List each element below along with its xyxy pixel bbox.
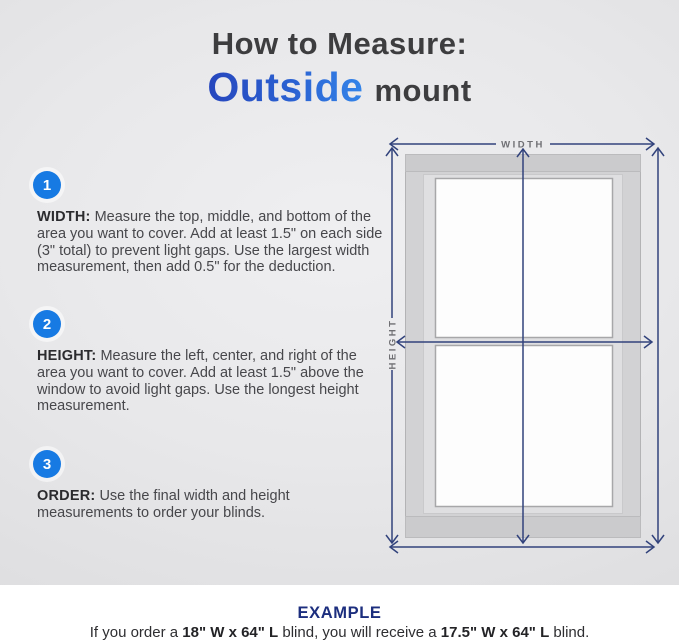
- height-arrow-right: [652, 148, 664, 543]
- window-top-pane: [436, 179, 613, 338]
- step-width: [33, 171, 387, 276]
- example-suffix: blind.: [549, 623, 590, 641]
- example-footer: [0, 585, 679, 644]
- step-label: HEIGHT:: [37, 348, 97, 364]
- example-heading: EXAMPLE: [297, 604, 382, 622]
- page-title: How to Measure:: [211, 26, 468, 61]
- step-number-badge: 3: [33, 450, 61, 478]
- example-received-size: 17.5" W x 64" L: [440, 623, 550, 641]
- step-height: [33, 310, 387, 415]
- step-body: Measure the top, middle, and bottom of the area you want to cover. Add at least 1.5" on each side (3" total) to prevent light gaps. Use the largest width measurement, then add 0.5" for the deduction.: [37, 209, 383, 276]
- window-measurement-diagram: [380, 128, 672, 564]
- step-number-badge: 2: [33, 310, 61, 338]
- step-instructions: [37, 488, 387, 522]
- step-instructions: [37, 209, 387, 276]
- window-bottom-pane: [436, 346, 613, 507]
- step-instructions: [37, 348, 387, 415]
- step-number-badge: 1: [33, 171, 61, 199]
- example-ordered-size: 18" W x 64" L: [182, 623, 279, 641]
- step-body: Use the final width and height measurements to order your blinds.: [37, 488, 290, 521]
- mount-type-suffix: mount: [374, 73, 472, 108]
- step-label: WIDTH:: [37, 209, 91, 225]
- mount-type-highlight: Outside: [207, 64, 364, 110]
- step-label: ORDER:: [37, 488, 96, 504]
- page-subtitle: [0, 64, 679, 111]
- height-label: HEIGHT: [387, 318, 399, 370]
- step-order: [33, 450, 387, 522]
- example-prefix: If you order a: [89, 623, 183, 641]
- example-sentence: [0, 625, 679, 642]
- step-body: Measure the left, center, and right of the area you want to cover. Add at least 1.5" above the window to avoid light gaps. Use the longest height measurement.: [37, 348, 364, 415]
- page-header: [0, 26, 679, 111]
- width-label: WIDTH: [501, 139, 545, 151]
- example-middle: blind, you will receive a: [278, 623, 441, 641]
